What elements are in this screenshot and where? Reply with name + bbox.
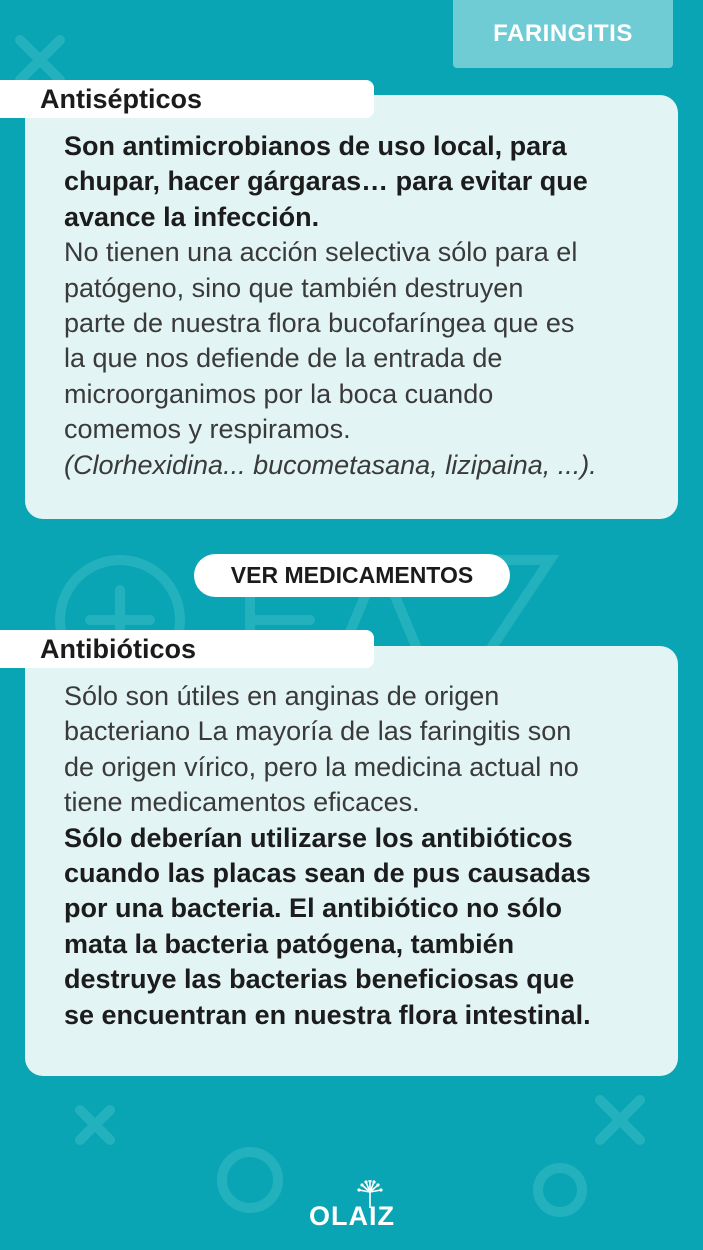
text-line: chupar, hacer gárgaras… para evitar que [64,166,588,197]
text-line: Sólo son útiles en anginas de origen [64,681,500,711]
antibioticos-heading: Antibióticos [0,630,374,668]
antibioticos-card [25,646,678,1076]
text-line: la que nos defiende de la entrada de [64,343,503,374]
text-line: Son antimicrobianos de uso local, para [64,131,567,161]
text-line: parte de nuestra flora bucofaríngea que es [64,308,575,339]
text-line: de origen vírico, pero la medicina actual no [64,751,579,782]
text-line: tiene medicamentos eficaces. [64,787,420,818]
text-line: bacteriano La mayoría de las faringitis son [64,716,572,747]
antisepticos-card [25,95,678,519]
antisepticos-text [64,129,674,483]
text-line: mata la bacteria patógena, también [64,928,515,959]
olaiz-logo [300,1180,404,1232]
text-line: se encuentran en nuestra flora intestinal. [64,999,591,1030]
text-line: Sólo deberían utilizarse los antibióticos [64,822,573,853]
ver-medicamentos-button[interactable]: VER MEDICAMENTOS [194,554,510,597]
text-line: avance la infección. [64,201,320,232]
text-line: (Clorhexidina... bucometasana, lizipaina, ...). [64,449,597,480]
text-line: patógeno, sino que también destruyen [64,272,524,303]
text-line: No tienen una acción selectiva sólo para el [64,237,578,268]
text-line: destruye las bacterias beneficiosas que [64,964,575,995]
text-line: microorganimos por la boca cuando [64,378,494,409]
text-line: por una bacteria. El antibiótico no sólo [64,893,563,924]
antibioticos-text [64,679,674,1033]
olaiz-logo-text: OLAIZ [309,1201,395,1231]
antisepticos-heading: Antisépticos [0,80,374,118]
text-line: cuando las placas sean de pus causadas [64,858,591,889]
faringitis-tab[interactable]: FARINGITIS [453,0,673,68]
text-line: comemos y respiramos. [64,414,351,445]
